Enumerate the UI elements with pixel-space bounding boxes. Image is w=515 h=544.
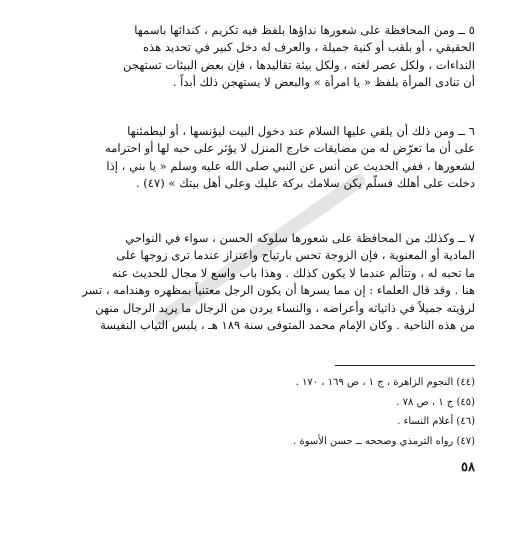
- text-line: النداءات ، ولكل عصر لغته ، ولكل بيئة تقاليدها ، فإن بعض البيئات تستهجن: [123, 57, 475, 72]
- text-line: الحقيقي ، أو بلقب أو كنية جميلة ، والعرف له دخل كبير في تحديد هذه: [142, 40, 475, 55]
- footnote: (٤٧) رواه الترمذي وصححه ــ حسن الأسوة .: [293, 435, 475, 447]
- footnote: (٤٦) أعلام النساء .: [397, 416, 475, 427]
- text-line: ٥ ــ ومن المحافظة على شعورها نداؤها بلفظ فيه تكريم ، كندائها باسمها: [134, 23, 475, 37]
- text-line: لرؤيته جميلاً في ذاتياته وأعراضه ، والنساء يردن من الرجال ما يريد الرجال منهن: [95, 300, 475, 315]
- text-line: دخلت على أهلك فسلّم يكن سلامك بركة عليك وعلى أهل بيتك » (٤٧) .: [135, 176, 475, 191]
- paragraph-6: [19, 123, 475, 193]
- text-line: أن تنادى المرأة بلفظ « يا امرأة » والبعض لا يستهجن ذلك أبداً .: [172, 75, 475, 90]
- footnote: (٤٤) النجوم الزاهرة ، ج ١ ، ص ١٦٩ ، ١٧٠ .: [295, 377, 475, 388]
- text-line: ٧ ــ وكذلك من المحافظة على شعورها سلوكه الحسن ، سواء في النواحي: [125, 231, 475, 245]
- text-line: على أن ما تعرّض له من مضايقات خارج المنزل لا يؤثر على حبه لها أو احترامه: [105, 141, 475, 156]
- footnote-divider: [335, 365, 475, 366]
- paragraph-5: [19, 22, 475, 92]
- footnotes: [19, 373, 475, 451]
- text-line: هنا . وقد قال العلماء : إن مما يسرها أن يكون الرجل معتنياً بمظهره وهندامه ، تسر: [82, 283, 475, 298]
- text-line: من هذه الناحية . وكان الإمام محمد المتوفى سنة ١٨٩ هـ ، يلبس الثياب النفيسة: [100, 318, 475, 333]
- text-line: لشعورها ، ففي الحديث عن أنس عن النبي صلى الله عليه وسلم « يا بني ، إذا: [106, 158, 475, 173]
- text-line: ما تحبه له ، وتتألم عندما لا يكون كذلك . وهذا باب واسع لا مجال للحديث عنه: [111, 265, 475, 280]
- text-line: المادية أو المعنوية ، فإن الزوجة تحس بارتياح واعتزاز عندما ترى زوجها على: [116, 248, 475, 263]
- footnote: (٤٥) ج ١ ، ص ٧٨ .: [396, 396, 475, 408]
- paragraph-7: [19, 230, 475, 334]
- page-number: ٥٨: [461, 460, 475, 475]
- text-line: ٦ ــ ومن ذلك أن يلقي عليها السلام عند دخول البيت ليؤنسها ، أو ليطمئنها: [127, 124, 475, 138]
